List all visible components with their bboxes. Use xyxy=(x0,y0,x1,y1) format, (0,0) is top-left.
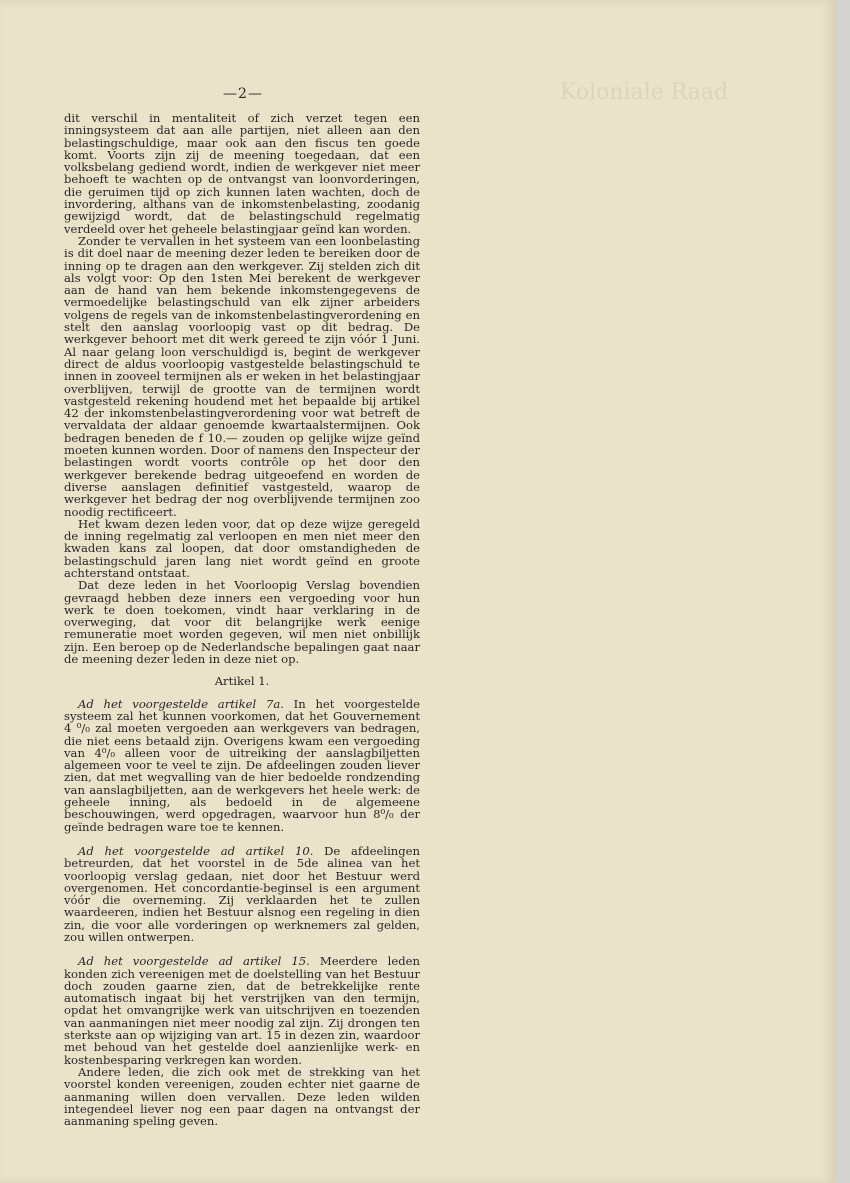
ad-section xyxy=(64,698,420,833)
ad-section-label: Ad het voorgestelde ad artikel 15. xyxy=(78,954,310,969)
scan-edge xyxy=(836,0,850,1183)
body-text xyxy=(64,112,420,1127)
ad-section-label: Ad het voorgestelde ad artikel 10. xyxy=(78,843,314,858)
ad-section xyxy=(64,845,420,943)
ad-section-text: In het voorgestelde systeem zal het kunnen voorkomen, dat het Gouvernement 4 ⁰/₀ zal moeten vergoeden aan werkgevers van bedragen, die niet eens betaald zijn. Overigens kwam een vergoeding van 4⁰/₀ alleen voor de uitreiking der aanslagbiljetten algemeen voor te veel te zijn. De afdeelingen zouden liever zien, dat met wegvalling van de hier bedoelde rondzending van aanslagbiljetten, aan de werkgevers het heele werk: de geheele inning, als bedoeld in de algemeene beschouwingen, werd opgedragen, waarvoor hun 8⁰/₀ der geïnde bedragen ware toe te kennen. xyxy=(64,696,420,834)
ad-section-label: Ad het voorgestelde artikel 7a. xyxy=(78,696,284,711)
article-heading: Artikel 1. xyxy=(214,674,270,689)
ad-section-text: Meerdere leden konden zich vereenigen met de doelstelling van het Bestuur doch zouden gaarne zien, dat de betrekkelijke rente automatisch ingaat bij het verstrijken van den termijn, opdat het omvangrijke werk van uitschrijven en toezenden van aanmaningen niet meer noodig zal zijn. Zij drongen ten sterkste aan op wijziging van art. 15 in dezen zin, waardoor met behoud van het gestelde doel aanzienlijke werk- en kostenbesparing verkregen kan worden. xyxy=(64,954,420,1067)
ad-section xyxy=(64,955,420,1066)
page-number: —2— xyxy=(223,86,263,102)
closing-paragraph: Andere leden, die zich ook met de strekking van het voorstel konden vereenigen, zouden echter niet gaarne de aanmaning willen doen vervallen. Deze leden wilden integendeel liever nog een paar dagen na ontvangst der aanmaning speling geven. xyxy=(64,1064,420,1129)
paragraph: Zonder te vervallen in het systeem van een loonbelasting is dit doel naar de meening dezer leden te bereiken door de inning op te dragen aan den werkgever. Zij stelden zich dit als volgt voor: Op den 1sten Mei berekent de werkgever aan de hand van hem bekende inkomstengegevens de vermoedelijke belastingschuld van elk zijner arbeiders volgens de regels van de inkomstenbelastingverordening en stelt den aanslag voorloopig vast op dit bedrag. De werkgever behoort met dit werk gereed te zijn vóór 1 Juni. Al naar gelang loon verschuldigd is, begint de werkgever direct de aldus voorloopig vastgestelde belastingschuld te innen in zooveel termijnen als er weken in het belastingjaar overblijven, terwijl de grootte van de termijnen wordt vastgesteld rekening houdend met het bepaalde bij artikel 42 der inkomstenbelastingverordening voor wat betreft de vervaldata der aldaar genoemde kwartaalstermijnen. Ook bedragen beneden de f 10.— zouden op gelijke wijze geïnd moeten kunnen worden. Door of namens den Inspecteur der belastingen wordt voorts contrôle op het door den werkgever berekende bedrag uitgeoefend en worden de diverse aanslagen definitief vastgesteld, waarop de werkgever het bedrag der nog overblijvende termijnen zoo noodig rectificeert. xyxy=(64,233,420,519)
bleed-through-text: Koloniale Raad xyxy=(560,80,729,105)
ad-section-text: De afdeelingen betreurden, dat het voorstel in de 5de alinea van het voorloopig verslag gedaan, niet door het Bestuur werd overgenomen. Het concordantie-beginsel is een argument vóór die overneming. Zij verklaarden het te zullen waardeeren, indien het Bestuur alsnog een regeling in dien zin, die voor alle vorderingen op werknemers zal gelden, zou willen ontwerpen. xyxy=(64,843,420,944)
paragraph: dit verschil in mentaliteit of zich verzet tegen een inningsysteem dat aan alle partijen, niet alleen aan den belastingschuldige, maar ook aan den fiscus ten goede komt. Voorts zijn zij de meening toegedaan, dat een volksbelang gediend wordt, indien de werkgever niet meer behoeft te wachten op de ontvangst van loonvorderingen, die geruimen tijd op zich kunnen laten wachten, doch de invordering, althans van de inkomstenbelasting, zoodanig gewijzigd wordt, dat de belastingschuld regelmatig verdeeld over het geheele belastingjaar geïnd kan worden. xyxy=(64,111,420,236)
paragraph: Dat deze leden in het Voorloopig Verslag bovendien gevraagd hebben deze inners een vergoeding voor hun werk te doen toekomen, vindt haar verklaring in de overweging, dat voor dit belangrijke werk eenige remuneratie moet worden gegeven, wil men niet onbillijk zijn. Een beroep op de Nederlandsche bepalingen gaat naar de meening dezer leden in deze niet op. xyxy=(64,578,420,667)
paragraph: Het kwam dezen leden voor, dat op deze wijze geregeld de inning regelmatig zal verloopen en men niet meer den kwaden kans zal loopen, dat door omstandigheden de belastingschuld jaren lang niet wordt geïnd en groote achterstand ontstaat. xyxy=(64,516,420,580)
